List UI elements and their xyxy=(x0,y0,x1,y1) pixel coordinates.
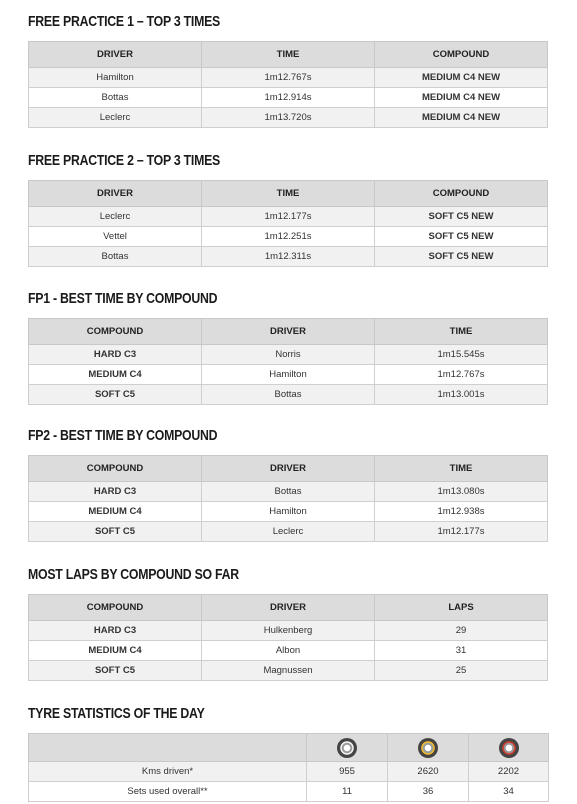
compound-cell: SOFT C5 xyxy=(29,522,202,542)
driver-cell: Hulkenberg xyxy=(202,621,375,641)
soft-tyre-icon xyxy=(499,738,519,758)
laps-cell: 31 xyxy=(375,641,548,661)
hard-value: 955 xyxy=(307,762,388,782)
time-cell: 1m13.720s xyxy=(202,108,375,128)
table-row xyxy=(29,621,548,641)
stat-label: Kms driven* xyxy=(29,762,307,782)
table-row xyxy=(29,782,549,802)
driver-cell: Hamilton xyxy=(202,502,375,522)
driver-cell: Magnussen xyxy=(202,661,375,681)
column-header: DRIVER xyxy=(29,42,202,68)
tyre-stats-title: TYRE STATISTICS OF THE DAY xyxy=(28,705,205,722)
column-header: DRIVER xyxy=(202,595,375,621)
empty-header xyxy=(29,734,307,762)
column-header: TIME xyxy=(202,42,375,68)
compound-cell: HARD C3 xyxy=(29,621,202,641)
table-row xyxy=(29,482,548,502)
column-header: DRIVER xyxy=(202,456,375,482)
table-row xyxy=(29,68,548,88)
column-header: COMPOUND xyxy=(29,595,202,621)
fp1-compound-table xyxy=(28,318,548,405)
driver-cell: Bottas xyxy=(202,385,375,405)
column-header: TIME xyxy=(202,181,375,207)
driver-cell: Hamilton xyxy=(202,365,375,385)
stat-label: Sets used overall** xyxy=(29,782,307,802)
time-cell: 1m12.177s xyxy=(202,207,375,227)
column-header: DRIVER xyxy=(202,319,375,345)
medium-value: 36 xyxy=(388,782,469,802)
table-row xyxy=(29,88,548,108)
table-row xyxy=(29,207,548,227)
laps-cell: 29 xyxy=(375,621,548,641)
table-header-row xyxy=(29,456,548,482)
column-header: COMPOUND xyxy=(375,42,548,68)
table-header-row xyxy=(29,734,549,762)
compound-cell: MEDIUM C4 xyxy=(29,502,202,522)
column-header: TIME xyxy=(375,319,548,345)
fp2-compound-title: FP2 - BEST TIME BY COMPOUND xyxy=(28,427,218,444)
soft-value: 34 xyxy=(469,782,549,802)
most-laps-title: MOST LAPS BY COMPOUND SO FAR xyxy=(28,566,239,583)
time-cell: 1m12.914s xyxy=(202,88,375,108)
table-row xyxy=(29,762,549,782)
table-row xyxy=(29,345,548,365)
column-header: COMPOUND xyxy=(29,456,202,482)
medium-value: 2620 xyxy=(388,762,469,782)
driver-cell: Leclerc xyxy=(29,108,202,128)
compound-cell: HARD C3 xyxy=(29,345,202,365)
medium-tyre-icon xyxy=(418,738,438,758)
table-row xyxy=(29,247,548,267)
driver-cell: Bottas xyxy=(29,88,202,108)
driver-cell: Albon xyxy=(202,641,375,661)
driver-cell: Hamilton xyxy=(29,68,202,88)
column-header: COMPOUND xyxy=(29,319,202,345)
tyre-stats-table xyxy=(28,733,549,802)
table-header-row xyxy=(29,42,548,68)
time-cell: 1m12.311s xyxy=(202,247,375,267)
compound-cell: SOFT C5 NEW xyxy=(375,207,548,227)
compound-cell: SOFT C5 NEW xyxy=(375,247,548,267)
time-cell: 1m12.767s xyxy=(375,365,548,385)
fp2-compound-table xyxy=(28,455,548,542)
time-cell: 1m12.938s xyxy=(375,502,548,522)
fp1-compound-title: FP1 - BEST TIME BY COMPOUND xyxy=(28,290,218,307)
time-cell: 1m12.767s xyxy=(202,68,375,88)
compound-cell: MEDIUM C4 xyxy=(29,365,202,385)
fp2-top-table xyxy=(28,180,548,267)
time-cell: 1m15.545s xyxy=(375,345,548,365)
compound-cell: MEDIUM C4 NEW xyxy=(375,68,548,88)
column-header: COMPOUND xyxy=(375,181,548,207)
table-row xyxy=(29,385,548,405)
table-row xyxy=(29,641,548,661)
compound-cell: SOFT C5 xyxy=(29,661,202,681)
compound-cell: SOFT C5 xyxy=(29,385,202,405)
table-row xyxy=(29,661,548,681)
compound-cell: MEDIUM C4 NEW xyxy=(375,108,548,128)
column-header xyxy=(307,734,388,762)
column-header: TIME xyxy=(375,456,548,482)
compound-cell: HARD C3 xyxy=(29,482,202,502)
driver-cell: Vettel xyxy=(29,227,202,247)
fp1-top-table xyxy=(28,41,548,128)
time-cell: 1m13.080s xyxy=(375,482,548,502)
driver-cell: Leclerc xyxy=(29,207,202,227)
table-row xyxy=(29,502,548,522)
fp2-top-title: FREE PRACTICE 2 – TOP 3 TIMES xyxy=(28,152,220,169)
table-row xyxy=(29,227,548,247)
time-cell: 1m12.251s xyxy=(202,227,375,247)
table-row xyxy=(29,108,548,128)
driver-cell: Norris xyxy=(202,345,375,365)
most-laps-table xyxy=(28,594,548,681)
fp1-top-title: FREE PRACTICE 1 – TOP 3 TIMES xyxy=(28,13,220,30)
column-header: LAPS xyxy=(375,595,548,621)
column-header: DRIVER xyxy=(29,181,202,207)
soft-value: 2202 xyxy=(469,762,549,782)
table-header-row xyxy=(29,319,548,345)
driver-cell: Leclerc xyxy=(202,522,375,542)
driver-cell: Bottas xyxy=(202,482,375,502)
compound-cell: MEDIUM C4 xyxy=(29,641,202,661)
hard-tyre-icon xyxy=(337,738,357,758)
table-row xyxy=(29,522,548,542)
time-cell: 1m12.177s xyxy=(375,522,548,542)
driver-cell: Bottas xyxy=(29,247,202,267)
table-row xyxy=(29,365,548,385)
compound-cell: SOFT C5 NEW xyxy=(375,227,548,247)
column-header xyxy=(388,734,469,762)
compound-cell: MEDIUM C4 NEW xyxy=(375,88,548,108)
column-header xyxy=(469,734,549,762)
laps-cell: 25 xyxy=(375,661,548,681)
table-header-row xyxy=(29,181,548,207)
time-cell: 1m13.001s xyxy=(375,385,548,405)
table-header-row xyxy=(29,595,548,621)
hard-value: 11 xyxy=(307,782,388,802)
